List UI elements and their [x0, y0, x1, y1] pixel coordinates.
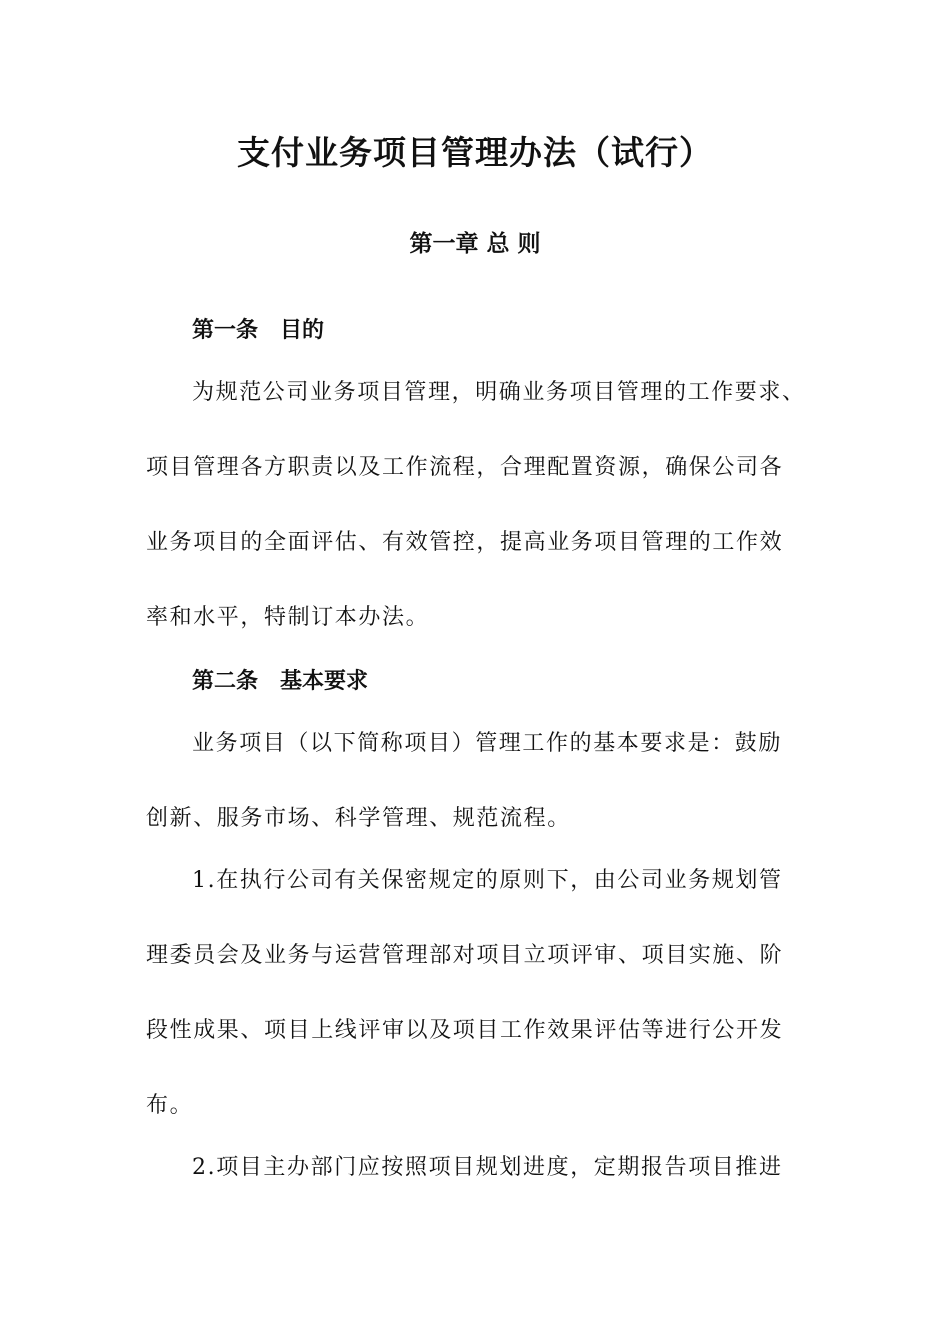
paragraph-line: 为规范公司业务项目管理，明确业务项目管理的工作要求、 [192, 380, 806, 405]
paragraph-line: 业务项目（以下简称项目）管理工作的基本要求是：鼓励 [192, 731, 783, 756]
list-item-1-line: 理委员会及业务与运营管理部对项目立项评审、项目实施、阶 [146, 943, 784, 968]
list-item-1-line: 布。 [146, 1093, 194, 1118]
paragraph-line: 项目管理各方职责以及工作流程，合理配置资源，确保公司各 [146, 455, 784, 480]
paragraph-line: 率和水平，特制订本办法。 [146, 605, 430, 630]
document-title: 支付业务项目管理办法（试行） [237, 133, 713, 172]
chapter-heading: 第一章 总 则 [409, 230, 541, 257]
paragraph-line: 创新、服务市场、科学管理、规范流程。 [146, 806, 571, 831]
list-item-1-line: 1.在执行公司有关保密规定的原则下，由公司业务规划管 [192, 868, 783, 893]
article-2-heading: 第二条 基本要求 [192, 668, 369, 694]
list-item-1-line: 段性成果、项目上线评审以及项目工作效果评估等进行公开发 [146, 1018, 784, 1043]
article-1-heading: 第一条 目的 [192, 317, 325, 343]
list-item-2-line: 2.项目主办部门应按照项目规划进度，定期报告项目推进 [192, 1155, 783, 1180]
paragraph-line: 业务项目的全面评估、有效管控，提高业务项目管理的工作效 [146, 530, 784, 555]
